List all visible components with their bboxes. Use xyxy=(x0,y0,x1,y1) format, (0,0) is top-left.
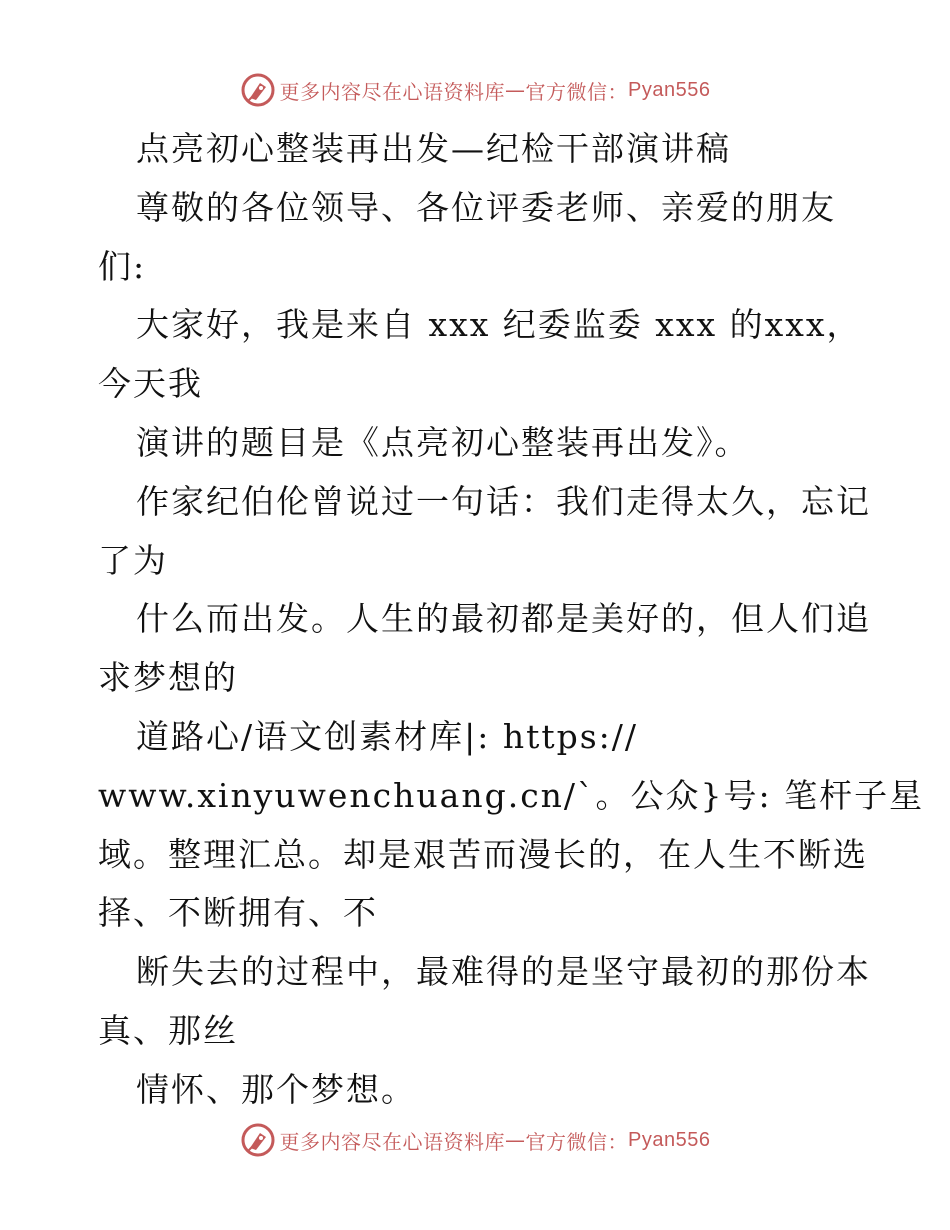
watermark-wechat-label: 官方微信： xyxy=(525,79,629,104)
watermark-wechat-label: 官方微信： xyxy=(525,1129,629,1154)
document-line: 道路心/语文创素材库|: https:// xyxy=(136,716,639,756)
watermark-wechat-handle: Pyan556 xyxy=(628,1128,711,1151)
document-line: 作家纪伯伦曾说过一句话：我们走得太久，忘记 xyxy=(136,481,871,521)
document-line: 情怀、那个梦想。 xyxy=(136,1069,416,1109)
pen-nib-logo-icon xyxy=(240,1122,276,1158)
document-line: 演讲的题目是《点亮初心整装再出发》。 xyxy=(136,422,750,462)
document-line: 择、不断拥有、不 xyxy=(98,893,378,933)
document-line: 尊敬的各位领导、各位评委老师、亲爱的朋友 xyxy=(136,187,836,227)
header-watermark xyxy=(0,70,950,110)
document-line: 今天我 xyxy=(98,364,203,404)
document-line: 断失去的过程中，最难得的是坚守最初的那份本 xyxy=(136,952,871,992)
watermark-text: 更多内容尽在心语资料库 xyxy=(279,79,506,104)
document-line: 大家好，我是来自 xxx 纪委监委 xxx 的xxx， xyxy=(136,305,862,345)
document-line: 域。整理汇总。却是艰苦而漫长的，在人生不断选 xyxy=(98,834,868,874)
watermark-text: 更多内容尽在心语资料库 xyxy=(279,1129,506,1154)
watermark-separator: — xyxy=(505,1128,526,1152)
document-body xyxy=(98,120,925,1120)
document-line: 了为 xyxy=(98,540,168,580)
watermark-separator: — xyxy=(505,78,526,102)
watermark-wechat-handle: Pyan556 xyxy=(628,78,711,101)
document-line: 们: xyxy=(98,246,147,286)
document-line: 什么而出发。人生的最初都是美好的，但人们追 xyxy=(136,599,871,639)
document-line: 求梦想的 xyxy=(98,658,238,698)
pen-nib-logo-icon xyxy=(240,72,276,108)
footer-watermark xyxy=(0,1120,950,1160)
document-line: www.xinyuwenchuang.cn/`。公众}号: 笔杆子星 xyxy=(98,775,925,815)
document-line: 真、那丝 xyxy=(98,1010,238,1050)
document-line: 点亮初心整装再出发—纪检干部演讲稿 xyxy=(136,129,731,168)
